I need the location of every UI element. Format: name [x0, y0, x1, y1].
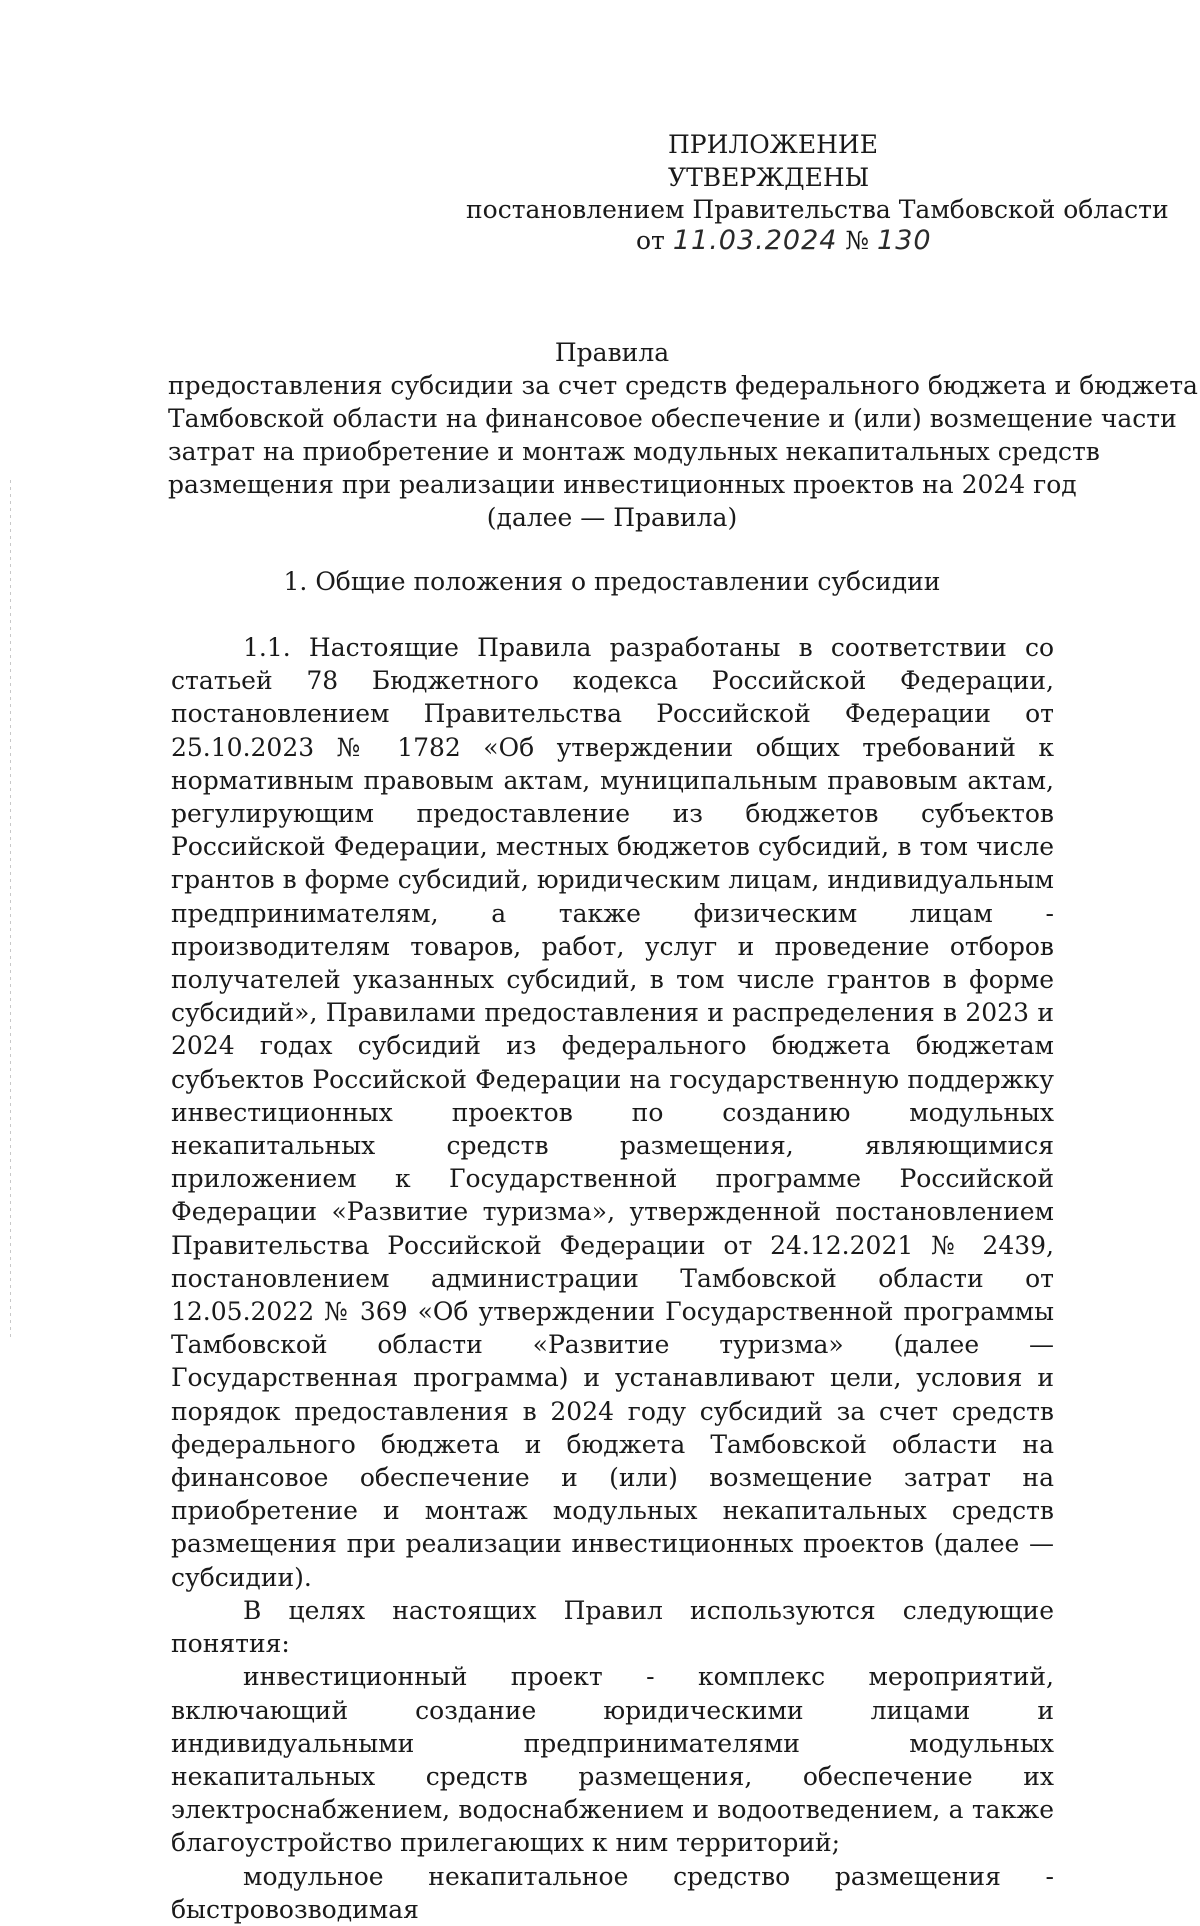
scan-edge-mark — [10, 480, 11, 1340]
title-line: затрат на приобретение и монтаж модульных некапитальных средств — [168, 437, 1100, 466]
date-prefix: от — [636, 226, 665, 255]
title-line: Правила — [554, 338, 670, 367]
number-sign: № — [845, 226, 870, 255]
approved-label: УТВЕРЖДЕНЫ — [668, 163, 870, 192]
appendix-label: ПРИЛОЖЕНИЕ — [668, 130, 878, 159]
approval-date-line — [636, 224, 932, 258]
title-line: предоставления субсидии за счет средств федерального бюджета и бюджета — [168, 371, 1198, 400]
paragraph: модульное некапитальное средство размещения - быстровозводимая — [171, 1861, 1054, 1924]
title-line: (далее — Правила) — [486, 503, 738, 532]
document-body — [171, 631, 1054, 1926]
document-title — [168, 336, 1198, 534]
paragraph: 1.1. Настоящие Правила разработаны в соответствии со статьей 78 Бюджетного кодекса Российской Федерации, постановлением Правительства Российской Федерации от 25.10.2023 № 1782 «Об утверждении общих требований к нормативным правовым актам, муниципальным правовым актам, регулирующим предоставление из бюджетов субъектов Российской Федерации, местных бюджетов субсидий, в том числе грантов в форме субсидий, юридическим лицам, индивидуальным предпринимателям, а также физическим лицам - производителям товаров, работ, услуг и проведение отборов получателей указанных субсидий, в том числе грантов в форме субсидий», Правилами предоставления и распределения в 2023 и 2024 годах субсидий из федерального бюджета бюджетам субъектов Российской Федерации на государственную поддержку инвестиционных проектов по созданию модульных некапитальных средств размещения, являющимися приложением к Государственной программе Российской Федерации «Развитие туризма», утвержденной постановлением Правительства Российской Федерации от 24.12.2021 № 2439, постановлением администрации Тамбовской области от 12.05.2022 № 369 «Об утверждении Государственной программы Тамбовской области «Развитие туризма» (далее — Государственная программа) и устанавливают цели, условия и порядок предоставления в 2024 году субсидий за счет средств федерального бюджета и бюджета Тамбовской области на финансовое обеспечение и (или) возмещение затрат на приобретение и монтаж модульных некапитальных средств размещения при реализации инвестиционных проектов (далее — субсидии). — [171, 633, 1054, 1592]
title-line: размещения при реализации инвестиционных проектов на 2024 год — [168, 470, 1077, 499]
handwritten-number: 130 — [877, 225, 932, 256]
paragraph: инвестиционный проект - комплекс мероприятий, включающий создание юридическими лицами и индивидуальными предпринимателями модульных некапитальных средств размещения, обеспечение их электроснабжением, водоснабжением и водоотведением, а также благоустройство прилегающих к ним территорий; — [171, 1662, 1054, 1858]
approved-by: постановлением Правительства Тамбовской области — [466, 195, 1169, 224]
section-heading: 1. Общие положения о предоставлении субсидии — [283, 567, 941, 596]
title-line: Тамбовской области на финансовое обеспечение и (или) возмещение части — [168, 404, 1177, 433]
handwritten-date: 11.03.2024 — [672, 225, 838, 256]
paragraph: В целях настоящих Правил используются следующие понятия: — [171, 1595, 1054, 1659]
